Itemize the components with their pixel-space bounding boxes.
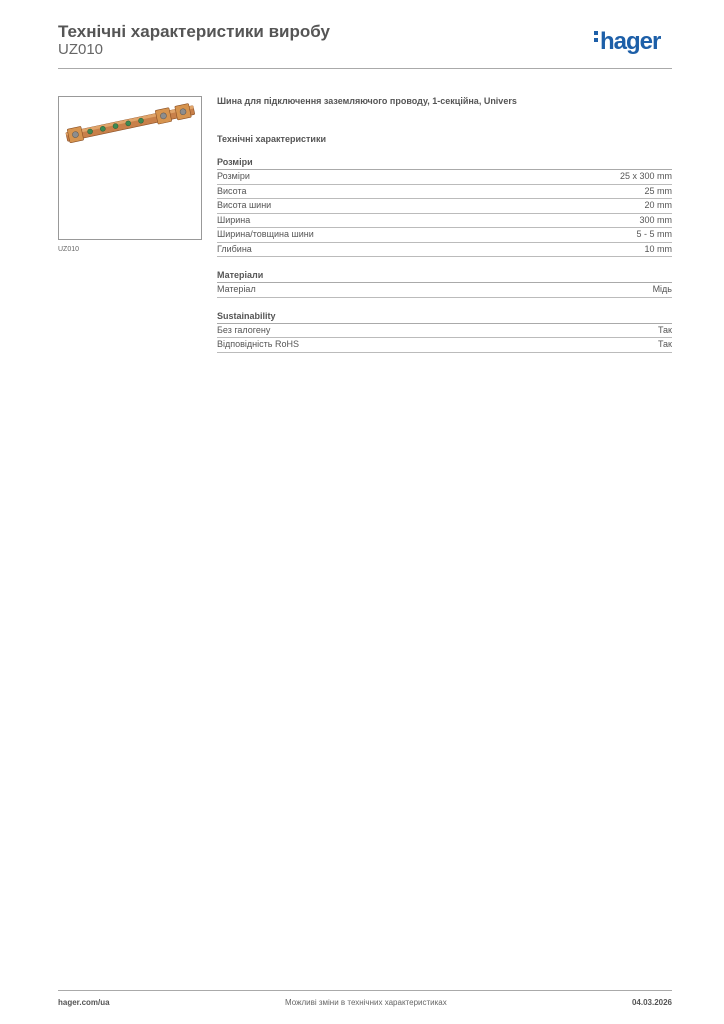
product-image <box>58 96 202 240</box>
footer-date: 04.03.2026 <box>631 998 672 1007</box>
logo-dots-icon <box>594 31 598 45</box>
spec-value: Так <box>657 324 672 335</box>
spec-label: Висота шини <box>217 200 272 210</box>
spec-row <box>217 283 672 298</box>
busbar-product-icon <box>59 97 201 239</box>
product-code: UZ010 <box>58 41 104 58</box>
spec-value: 20 mm <box>644 200 672 210</box>
spec-row <box>217 228 672 243</box>
specs-panel <box>217 96 672 353</box>
spec-label: Без галогену <box>217 324 271 335</box>
image-caption: UZ010 <box>58 246 80 253</box>
spec-label: Глибина <box>217 243 252 254</box>
spec-row <box>217 199 672 214</box>
spec-row <box>217 185 672 200</box>
spec-label: Ширина/товщина шини <box>217 229 314 239</box>
spec-value: 25 x 300 mm <box>619 171 672 181</box>
spec-row <box>217 170 672 185</box>
group-title: Sustainability <box>217 311 672 324</box>
hager-logo <box>594 28 660 56</box>
footer-divider <box>58 990 672 991</box>
group-materials <box>217 270 672 298</box>
group-dimensions <box>217 157 672 257</box>
product-description: Шина для підключення заземляючого проводу, 1-секційна, Univers <box>217 96 517 106</box>
spec-value: Так <box>657 339 672 349</box>
spec-label: Відповідність RoHS <box>217 339 299 349</box>
spec-row <box>217 324 672 339</box>
header-divider <box>58 68 672 69</box>
spec-row <box>217 214 672 229</box>
specs-section-title: Технічні характеристики <box>217 134 326 144</box>
group-title: Розміри <box>217 157 672 170</box>
spec-value: 5 - 5 mm <box>636 229 672 239</box>
footer-notice: Можливі зміни в технічних характеристиках <box>285 998 447 1007</box>
group-sustainability <box>217 311 672 353</box>
spec-value: 25 mm <box>644 185 672 196</box>
spec-value: 300 mm <box>639 214 672 225</box>
group-title: Матеріали <box>217 270 672 283</box>
spec-row <box>217 243 672 258</box>
spec-value: Мідь <box>652 284 672 294</box>
spec-label: Ширина <box>217 214 251 225</box>
spec-label: Матеріал <box>217 284 256 294</box>
spec-row <box>217 338 672 353</box>
spec-label: Висота <box>217 185 247 196</box>
spec-label: Розміри <box>217 171 250 181</box>
spec-value: 10 mm <box>644 243 672 254</box>
footer-website-link[interactable]: hager.com/ua <box>58 998 110 1007</box>
logo-text: hager <box>600 28 661 55</box>
header-title: Технічні характеристики виробу <box>58 22 330 41</box>
